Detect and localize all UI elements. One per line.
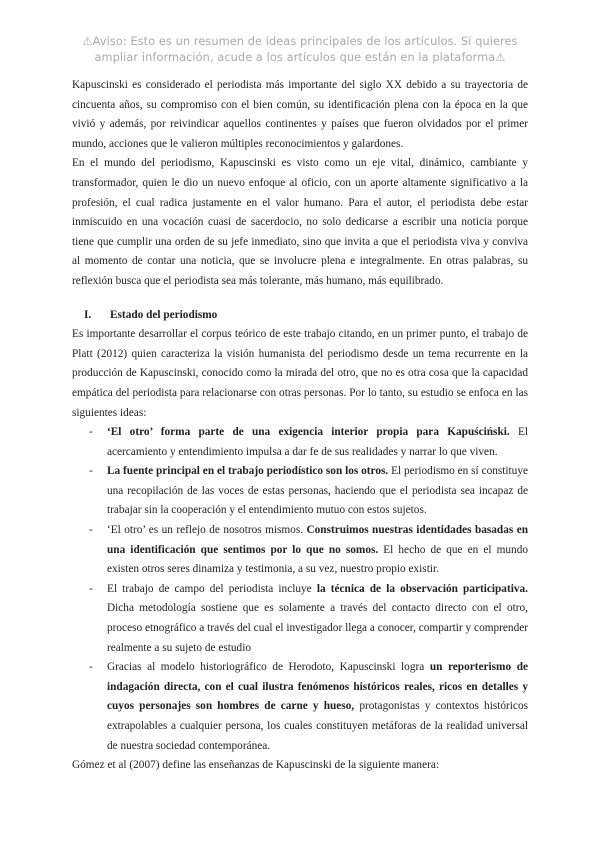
list-item [72,462,528,521]
item-emphasis: Construimos nuestras identidades basadas en una identificación que sentimos por lo que no somos. [107,524,528,556]
item-text: Dicha metodología sostiene que es solamente a través del contacto directo con el otro, proceso etnográfico a través del cual el investigador llega a conocer, compartir y comprender realmente a su sujeto de estudio [107,602,528,654]
paragraph-intro: Kapuscinski es considerado el periodista más importante del siglo XX debido a su trayectoria de cincuenta años, su compromiso con el bien común, su identificación plena con la época en la que vivió y además, por reivindicar aquellos continentes y países que fueron olvidados por el primer mundo, acciones que le valieron múltiples reconocimientos y galardones. [72,79,528,150]
item-emphasis: La fuente principal en el trabajo periodístico son los otros. [107,465,389,478]
bullet-dash: - [89,582,93,595]
summary-warning: ⚠Aviso: Esto es un resumen de ideas principales de los artículos. Si quieres ampliar información, acude a los artículos que están en la plataforma⚠ [82,35,518,64]
item-emphasis: un reporterismo de indagación directa, con el cual ilustra fenómenos históricos reales, ricos en detalles y cuyos personajes son hombres de carne y hueso, [107,661,528,713]
item-text: El trabajo de campo del periodista incluye [107,582,317,595]
section-heading [72,306,528,326]
section-number: I. [84,308,92,321]
section-title: Estado del periodismo [110,308,218,321]
section-intro: Es importante desarrollar el corpus teórico de este trabajo citando, en un primer punto, el trabajo de Platt (2012) quien caracteriza la visión humanista del periodismo desde un tema recurrente en la producción de Kapuscinski, conocido como la mirada del otro, que no es otra cosa que la capacidad empática del periodista para relacionarse con otras personas. Por lo tanto, su estudio se enfoca en las siguientes ideas: [72,328,528,419]
closing-line: Gómez et al (2007) define las enseñanzas de Kapuscinski de la siguiente manera: [72,759,440,772]
item-text: El hecho de que en el mundo existen otros seres dinamiza y testimonia, a su vez, nuestro propio existir. [107,543,528,576]
list-item [72,423,528,462]
bullet-dash: - [89,426,93,439]
bullet-dash: - [89,524,93,537]
item-text: El periodismo en sí constituye una recopilación de las voces de estas personas, haciendo que el periodista sea incapaz de trabajar sin la cooperación y el entendimiento mutuo con estos sujetos. [107,465,528,517]
item-emphasis: la técnica de la observación participativa. [316,582,528,595]
item-text: ‘El otro’ es un reflejo de nosotros mismos. [107,524,307,537]
list-item [72,580,528,658]
bullet-dash: - [89,661,93,674]
paragraph-journalism-world: En el mundo del periodismo, Kapuscinski es visto como un eje vital, dinámico, cambiante y transformador, quien le dio un nuevo enfoque al oficio, con un aporte altamente significativo a la profesión, el cual radica justamente en el valor humano. Para el autor, el periodista debe estar inmiscuido en una vocación cuasi de sacerdocio, no solo dedicarse a escribir una noticia porque tiene que cumplir una orden de su jefe inmediato, sino que invita a que el periodista viva y conviva al momento de contar una noticia, que se involucre plena e integralmente. En otras palabras, su reflexión busca que el periodista sea más tolerante, más humano, más equilibrado. [72,157,528,287]
item-text: protagonistas y contextos históricos extrapolables a cualquier persona, los cuales constituyen metáforas de la realidad universal de nuestra sociedad contemporánea. [107,700,528,752]
bullet-dash: - [89,465,93,478]
item-emphasis: ‘El otro’ forma parte de una exigencia interior propia para Kapuściński. [107,426,510,439]
item-text: Gracias al modelo historiográfico de Herodoto, Kapuscinski logra [107,661,430,674]
ideas-list [72,423,528,756]
list-item [72,521,528,580]
list-item [72,658,528,756]
document-body [72,76,528,776]
item-text: El acercamiento y entendimiento impulsa a dar fe de sus realidades y narrar lo que viven. [107,426,528,458]
